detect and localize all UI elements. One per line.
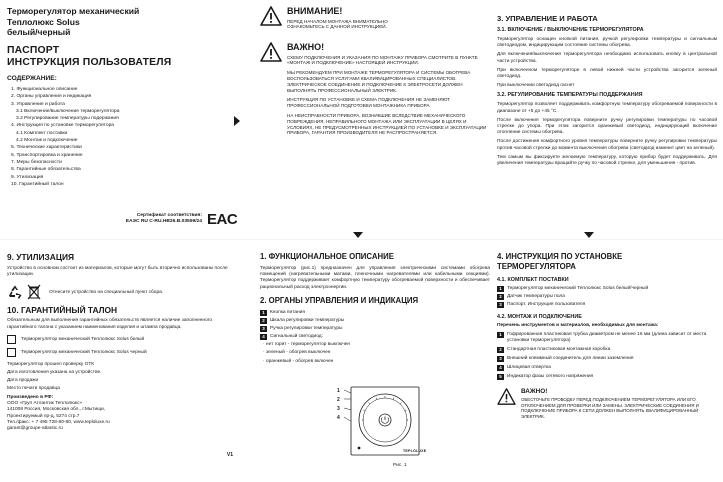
list-item: 3 Внешний клеммный соединитель для линии заземления (497, 356, 717, 363)
callout-2: 2 (337, 397, 340, 403)
product-title: Терморегулятор механический Теплолюкс Solus белый/черный (7, 6, 140, 37)
toc-item: 9. Утилизация (11, 174, 44, 180)
maker-heading: Произведено в РФ: (7, 394, 54, 400)
recycle-text: Отнесите устройство на специальный пункт сбора. (49, 289, 164, 295)
product-option-white[interactable]: Терморегулятор механический Теплолюкс Solus белый (7, 335, 237, 344)
seller-stamp-field: Место печати продавца (7, 385, 60, 391)
list-item: 4 Сигнальный светодиод: (260, 333, 490, 341)
version-label: V1 (226, 452, 233, 458)
list-item: 1 Гофрированная пластиковая трубка диаметром не менее 16 мм (длина зависит от места установки терморегулятора) (497, 332, 717, 344)
recycle-row (7, 283, 237, 301)
list-item: 1 Терморегулятор механический Теплолюкс Solus белый/черный (497, 285, 717, 293)
s31-heading: 3.1. ВКЛЮЧЕНИЕ / ВЫКЛЮЧЕНИЕ ТЕРМОРЕГУЛЯТОРА (497, 27, 644, 33)
s32-heading: 3.2. РЕГУЛИРОВАНИЕ ТЕМПЕРАТУРЫ ПОДДЕРЖАНИЯ (497, 92, 643, 99)
important-text: СХЕМУ ПОДКЛЮЧЕНИЯ И УКАЗАНИЯ ПО МОНТАЖУ ПРИБОРА СМОТРИТЕ В ПУНКТЕ «МОНТАЖ И ПОДКЛЮЧЕНИЕ» НАСТОЯЩЕЙ ИНСТРУКЦИИ. (287, 54, 478, 66)
checkbox[interactable] (7, 335, 16, 344)
table-of-contents (7, 86, 237, 188)
thermostat-figure (260, 377, 490, 472)
passport-title: ПАСПОРТ ИНСТРУКЦИЯ ПОЛЬЗОВАТЕЛЯ (7, 44, 172, 68)
callout-3: 3 (337, 406, 340, 412)
toc-item: 10. Гарантийный талон (11, 181, 64, 187)
kit-list (497, 285, 717, 309)
disposal-text: Устройство в основном состоит из материалов, которые могут быть вторично использованы после утилизации. (7, 266, 228, 278)
functional-panel (260, 244, 490, 477)
list-item: 4 Шлицевая отвертка (497, 365, 717, 372)
important-text: ИНСТРУКЦИЯ ПО УСТАНОВКЕ И СХЕМА ПОДКЛЮЧЕНИЯ НЕ ЗАМЕНЯЮТ ПРОФЕССИОНАЛЬНОЙ ПОДГОТОВКИ МОНТАЖНИКА ПРИБОРА. (287, 97, 450, 109)
important-block (260, 42, 490, 136)
toc-item: 3.1 Включение/выключение терморегулятора (16, 108, 120, 114)
paragraph: После включения терморегулятора поверните ручку регулировки температуры по часовой стрелке до упора. При этом загорится оранжевый светодиод, индицирующий включение отопление системы обогрева. (497, 117, 717, 136)
disposal-heading: 9. УТИЛИЗАЦИЯ (7, 252, 75, 262)
installation-panel (497, 244, 717, 477)
controls-heading: 2. ОРГАНЫ УПРАВЛЕНИЯ И ИНДИКАЦИЯ (260, 295, 419, 305)
list-item: 2 Шкала регулировки температуры (260, 317, 490, 325)
paragraph: Терморегулятор оснащен кнопкой питания, ручкой регулировки температуры и сигнальным светодиодом, индицирующим состояние системы обогрева. (497, 37, 717, 49)
functional-heading: 1. ФУНКЦИОНАЛЬНОЕ ОПИСАНИЕ (260, 252, 394, 261)
install-warning-heading: ВАЖНО! (521, 388, 548, 396)
paragraph: Терморегулятор позволяет поддерживать комфортную температуру обогреваемой поверхности в диапазоне от +5 до +45 °С. (497, 102, 717, 114)
warranty-intro: Обязательным для выполнения гарантийных обязательств является наличие заполненного гарантийного талона с указанием наименования изделия и штампа продавца. (7, 318, 213, 330)
attention-text: ПЕРЕД НАЧАЛОМ МОНТАЖА ВНИМАТЕЛЬНО ОЗНАКОМЬТЕСЬ С ДАННОЙ ИНСТРУКЦИЕЙ. (287, 18, 388, 30)
led-states: · нет горит - терморегулятор выключен · зеленый - обогрев выключен · оранжевый - обогрев включен (263, 341, 351, 364)
toc-item: 4.2 Монтаж и подключение (16, 138, 78, 144)
installation-heading: 4. ИНСТРУКЦИЯ ПО УСТАНОВКЕ ТЕРМОРЕГУЛЯТОРА (497, 252, 623, 271)
important-heading: ВАЖНО! (287, 42, 325, 53)
install-warning-block (497, 388, 717, 419)
tools-list (497, 332, 717, 380)
tools-heading: Перечень инструментов и материалов, необходимых для монтажа: (497, 323, 659, 328)
sale-date-field: Дата продажи (7, 377, 39, 383)
cover-panel (7, 6, 237, 239)
contents-heading: СОДЕРЖАНИЕ: (7, 74, 57, 82)
otk-field: Терморегулятор прошел проверку ОТК (7, 361, 95, 367)
certificate-text: Сертификат соответствия: ЕАЭС RU C-RU.НВ26.В.03559/24 (125, 213, 202, 225)
toc-item: 2. Органы управления и индикация (11, 94, 92, 100)
toc-item: 6. Транспортировка и хранение (11, 152, 83, 158)
toc-item: 4.1 Комплект поставки (16, 130, 68, 136)
manufacture-date-field: Дата изготовления указана на устройстве. (7, 369, 102, 375)
toc-item: 3. Управление и работа (11, 101, 65, 107)
list-item: 3 Ручка регулировки температуры (260, 325, 490, 333)
warranty-heading: 10. ГАРАНТИЙНЫЙ ТАЛОН (7, 305, 118, 316)
paragraph: Для включения/выключения терморегулятора необходимо использовать кнопку в центральной части устройства. (497, 52, 717, 64)
list-item: 2 Стандартная пластиковая монтажная коробка (497, 347, 717, 354)
important-text: МЫ РЕКОМЕНДУЕМ ПРИ МОНТАЖЕ ТЕРМОРЕГУЛЯТОРА И СИСТЕМЫ ОБОГРЕВА ВОСПОЛЬЗОВАТЬСЯ УСЛУГАМИ КВАЛИФИЦИРОВАННЫХ СПЕЦИАЛИСТОВ. ЭЛЕКТРИЧЕСКОЕ СОЕДИНЕНИЕ И ПОДКЛЮЧЕНИЕ К ЭЛЕКТРОСЕТИ ДОЛЖЕН ВЫПОЛНЯТЬ ПРОФЕССИОНАЛЬНЫЙ ЭЛЕКТРИК. (287, 70, 471, 93)
install-warning-text: ОБЕСТОЧЬТЕ ПРОВОДКУ ПЕРЕД ПОДКЛЮЧЕНИЕМ ТЕРМОРЕГУЛЯТОРА ИЛИ ЕГО ОТКЛЮЧЕНИЕМ ДЛЯ ПРОВЕРКИ ИЛИ ЗАМЕНЫ. ЭЛЕКТРИЧЕСКИЕ СОЕДИНЕНИЯ И ПОДКЛЮЧЕНИЕ ПРИБОРА К СЕТИ ДОЛЖЕН ВЫПОЛНЯТЬ КВАЛИФИЦИРОВАННЫЙ ЭЛЕКТРИК. (521, 397, 699, 419)
toc-item: 5. Технические характеристики (11, 145, 82, 151)
warning-triangle-icon (497, 388, 516, 405)
controls-list (260, 309, 490, 341)
warning-triangle-icon (260, 6, 282, 26)
toc-item: 8. Гарантийные обязательства (11, 167, 81, 173)
checkbox[interactable] (7, 348, 16, 357)
callout-4: 4 (337, 415, 340, 421)
functional-text: Терморегулятор (рис.1) предназначен для управления электрическими системами обогрева помещений (нагревательными матами, пленочными нагревателями или кабельными секциями). Терморегулятор поддерживает комфортную температуру обогреваемой поверхности и обеспечивает рациональный расход электроэнергии. (260, 266, 490, 290)
recycle-icon (7, 284, 23, 300)
certificate-row (7, 208, 237, 234)
maker-address: ООО «Груп Атлантик Теплолюкс» 141008 Россия, Московская обл., г.Мытищи, Проектируемый пр-д, 5274 стр.7 Тел./факс: + 7 495 728-80-80, www.teploluxe.ru garant@groupe-atlantic.ru (7, 401, 110, 432)
device-logo: TEPLOLUXE (403, 449, 427, 453)
attention-heading: ВНИМАНИЕ! (287, 6, 343, 16)
paragraph: При выключении светодиод гаснет (497, 83, 575, 89)
kit-heading: 4.1. КОМПЛЕКТ ПОСТАВКИ (497, 277, 569, 283)
warnings-panel (260, 6, 490, 239)
toc-item: 1. Функциональное описание (11, 87, 78, 92)
paragraph: При включенном терморегуляторе в левой нижней части устройства загорится зеленый светодиод. (497, 67, 717, 80)
toc-item: 7. Меры безопасности (11, 159, 62, 165)
list-item: 5 Индикатор фазы сетевого напряжения (497, 374, 717, 381)
important-text: НА НЕИСПРАВНОСТИ ПРИБОРА, ВОЗНИКШИЕ ВСЛЕДСТВИЕ МЕХАНИЧЕСКОГО ПОВРЕЖДЕНИЯ, НЕПРАВИЛЬНОГО МОНТАЖА ИЛИ ЭКСПЛУАТАЦИИ В ЦЕЛЯХ И УСЛОВИЯХ, НЕ ПРЕДУСМОТРЕННЫХ ИНСТРУКЦИЕЙ ПО УСТАНОВКЕ И ЭКСПЛУАТАЦИИ ПРИБОРА, ГАРАНТИЯ ПРОИЗВОДИТЕЛЯ НЕ РАСПРОСТРАНЯЕТСЯ. (287, 112, 487, 136)
paragraph: Тем самым вы фиксируете желаемую температуру, которую прибор будет поддерживать. Для увеличения температуры вращайте ручку по часовой стрелке, для уменьшения - против. (497, 154, 717, 167)
list-item: 3 Паспорт. Инструкция пользователя (497, 301, 717, 309)
list-item: 2 Датчик температуры пола (497, 293, 717, 301)
product-option-black[interactable]: Терморегулятор механический Теплолюкс Solus черный (7, 348, 237, 357)
attention-block (260, 6, 490, 30)
callout-1: 1 (337, 388, 340, 394)
toc-item: 3.2 Регулирование температуры подержания (16, 116, 119, 122)
crossed-bin-icon (27, 284, 41, 300)
list-item: 1 Кнопка питания (260, 309, 490, 317)
operation-heading: 3. УПРАВЛЕНИЕ И РАБОТА (497, 14, 598, 23)
panel-divider (0, 239, 723, 240)
mount-heading: 4.2. МОНТАЖ И ПОДКЛЮЧЕНИЕ (497, 314, 582, 320)
toc-item: 4. Инструкция по установке терморегулятора (11, 123, 115, 129)
figure-caption: Рис. 1 (393, 463, 407, 468)
operation-panel (497, 6, 717, 239)
paragraph: После достижения комфортного уровня температуры поверните ручку регулировки температуры против часовой стрелки до момента выключения обогрева (светодиод изменит цвет на зеленый). (497, 139, 717, 151)
eac-mark-icon: EAC (207, 211, 237, 228)
warranty-panel (7, 244, 237, 477)
warning-triangle-icon (260, 42, 282, 62)
